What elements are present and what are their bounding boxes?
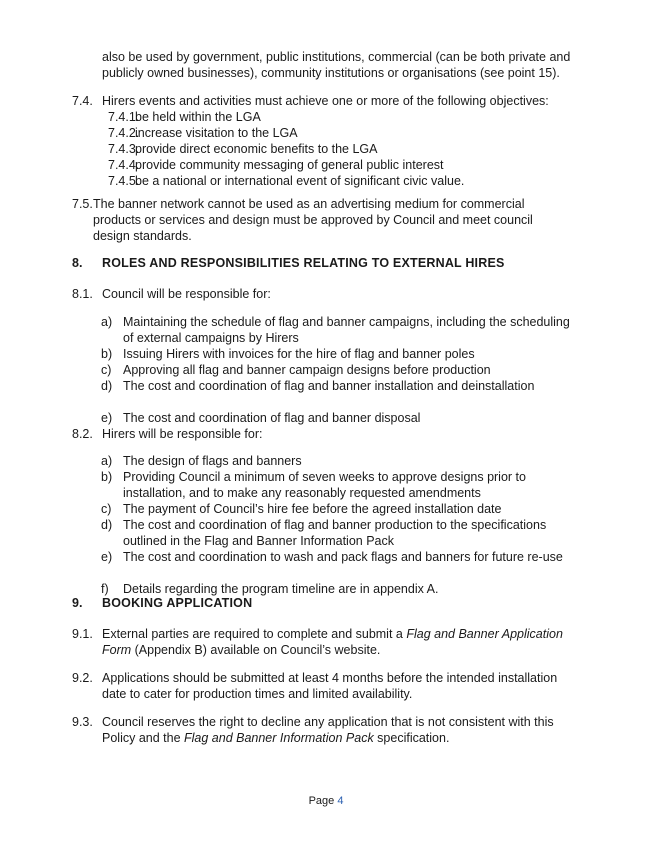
list-item-text: increase visitation to the LGA: [135, 126, 298, 140]
clause-text: Hirers events and activities must achieve one or more of the following objectives:: [102, 94, 549, 108]
intro-paragraph: [102, 49, 570, 81]
list-marker: e): [101, 411, 113, 425]
clause-number: 9.3.: [72, 715, 93, 729]
list-item: [101, 501, 591, 517]
list-marker: 7.4.3.: [108, 142, 140, 156]
clause-number: 8.1.: [72, 287, 93, 301]
page-label: Page: [308, 795, 338, 807]
page-number: 4: [337, 795, 344, 807]
list-marker: b): [101, 347, 113, 361]
list-item-text: Issuing Hirers with invoices for the hire of flag and banner poles: [123, 347, 475, 361]
list-marker: a): [101, 315, 113, 329]
list-item: [101, 378, 591, 410]
list-item: [101, 517, 591, 549]
list-item-text: The design of flags and banners: [123, 454, 302, 468]
clause-text: Policy and the: [102, 731, 184, 745]
intro-line-2: publicly owned businesses), community institutions or organisations (see point 15).: [102, 66, 560, 80]
council-responsibilities-list: [101, 314, 591, 426]
section-title: BOOKING APPLICATION: [102, 596, 253, 610]
list-marker: a): [101, 454, 113, 468]
list-marker: d): [101, 518, 113, 532]
list-item: [108, 173, 528, 189]
clause-text: (Appendix B) available on Council’s website.: [131, 643, 381, 657]
list-item: [108, 109, 528, 125]
list-marker: 7.4.5.: [108, 174, 140, 188]
list-item-text: Approving all flag and banner campaign designs before production: [123, 363, 491, 377]
list-item-text: Details regarding the program timeline are in appendix A.: [123, 582, 439, 596]
list-item: [101, 362, 591, 378]
list-item-text: provide community messaging of general public interest: [135, 158, 444, 172]
list-item: [101, 346, 591, 362]
page-footer: [0, 795, 652, 807]
clause-text: specification.: [373, 731, 450, 745]
clause-number: 7.5.: [72, 197, 93, 211]
clause-number: 7.4.: [72, 94, 93, 108]
pack-title: Flag and Banner Information Pack: [184, 731, 374, 745]
list-item-text: The cost and coordination of flag and banner production to the specifications outlined in the Flag and Banner Information Pack: [123, 518, 547, 548]
clause-line-2: products or services and design must be approved by Council and meet council: [93, 213, 533, 227]
objectives-list: [108, 109, 528, 189]
list-item: [108, 141, 528, 157]
clause-line-1: [102, 626, 563, 642]
hirer-responsibilities-list: [101, 453, 591, 597]
list-marker: e): [101, 550, 113, 564]
clause-line-2: [102, 642, 380, 658]
list-item: [108, 157, 528, 173]
section-title: ROLES AND RESPONSIBILITIES RELATING TO EXTERNAL HIRES: [102, 256, 505, 270]
list-marker: f): [101, 582, 109, 596]
list-item-text: The cost and coordination to wash and pack flags and banners for future re-use: [123, 550, 563, 564]
clause-line-1: Applications should be submitted at least 4 months before the intended installation: [102, 671, 558, 685]
list-item-text: Maintaining the schedule of flag and banner campaigns, including the scheduling of external campaigns by Hirers: [123, 315, 570, 345]
form-title-cont: Form: [102, 643, 132, 657]
list-marker: b): [101, 470, 113, 484]
list-marker: c): [101, 363, 112, 377]
list-item: [108, 125, 528, 141]
intro-line-1: also be used by government, public institutions, commercial (can be both private and: [102, 50, 571, 64]
clause-number: 9.1.: [72, 627, 93, 641]
form-title: Flag and Banner Application: [406, 627, 563, 641]
list-marker: 7.4.2.: [108, 126, 140, 140]
clause-line-1: Council reserves the right to decline any application that is not consistent with this: [102, 715, 554, 729]
clause-number: 9.2.: [72, 671, 93, 685]
clause-line-3: design standards.: [93, 229, 192, 243]
list-item: [101, 314, 591, 346]
list-item-text: be a national or international event of significant civic value.: [135, 174, 465, 188]
list-item-text: The payment of Council’s hire fee before the agreed installation date: [123, 502, 502, 516]
list-item-text: The cost and coordination of flag and banner disposal: [123, 411, 421, 425]
section-number: 8.: [72, 256, 83, 270]
list-item-text: be held within the LGA: [135, 110, 261, 124]
list-marker: 7.4.1.: [108, 110, 140, 124]
list-item-text: The cost and coordination of flag and banner installation and deinstallation: [123, 379, 535, 393]
clause-line-2: [102, 730, 449, 746]
list-item: [101, 469, 591, 501]
list-item: [101, 410, 591, 426]
list-marker: c): [101, 502, 112, 516]
clause-number: 8.2.: [72, 427, 93, 441]
list-item: [101, 453, 591, 469]
list-marker: d): [101, 379, 113, 393]
clause-text: External parties are required to complete and submit a: [102, 627, 407, 641]
list-marker: 7.4.4.: [108, 158, 140, 172]
clause-text: Council will be responsible for:: [102, 287, 271, 301]
clause-line-2: date to cater for production times and limited availability.: [102, 687, 413, 701]
section-number: 9.: [72, 596, 83, 610]
clause-line-1: The banner network cannot be used as an advertising medium for commercial: [93, 197, 525, 211]
clause-text: Hirers will be responsible for:: [102, 427, 263, 441]
list-item-text: provide direct economic benefits to the LGA: [135, 142, 378, 156]
list-item-text: Providing Council a minimum of seven weeks to approve designs prior to installation, and to make any reasonably requested amendments: [123, 470, 526, 500]
list-item: [101, 549, 591, 581]
